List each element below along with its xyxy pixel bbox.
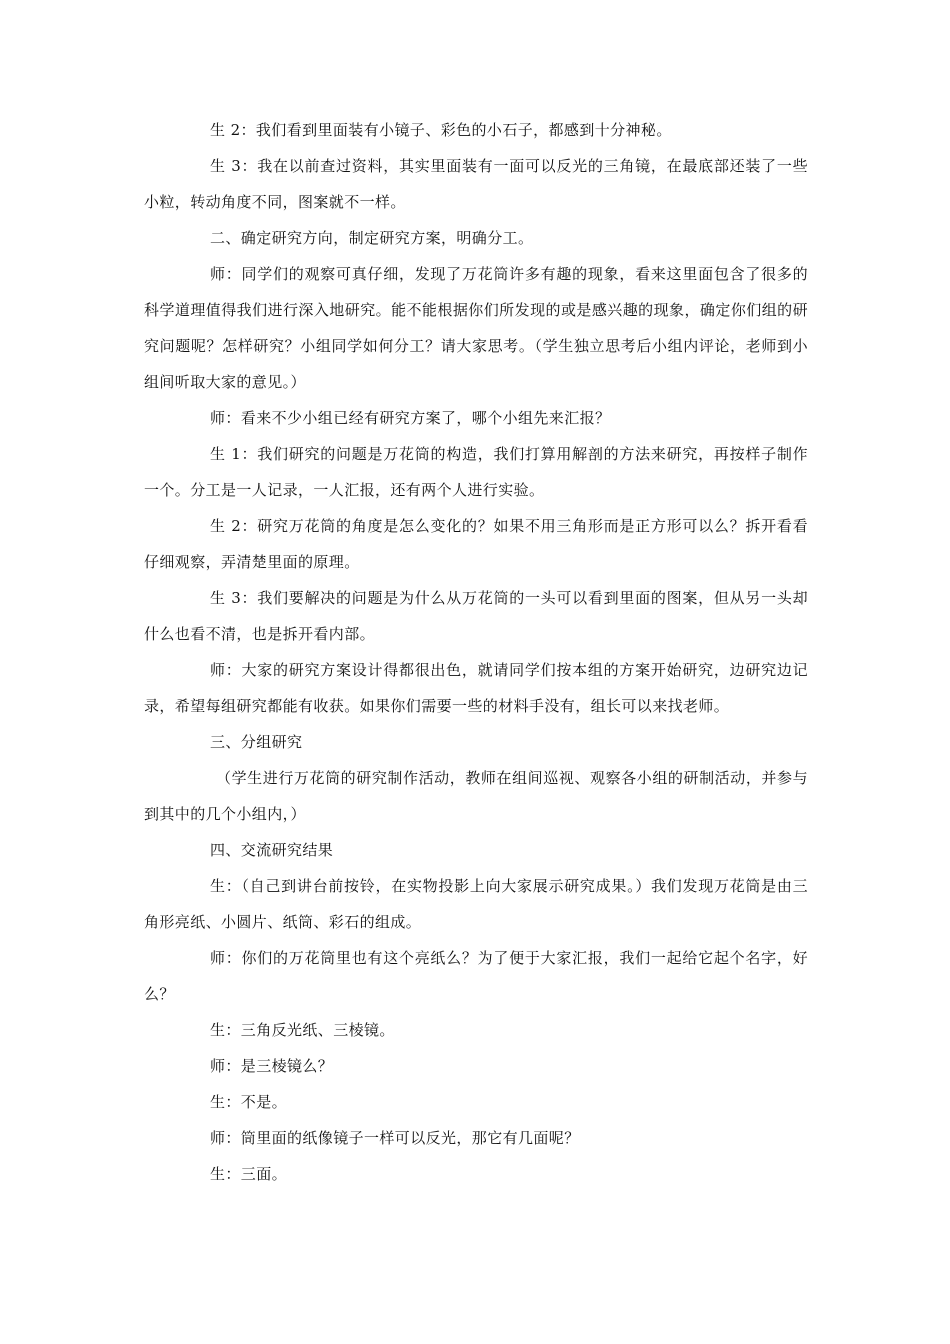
section-heading-3: 三、分组研究 [210,733,303,751]
document-body [144,112,808,1192]
paragraph-activity-note: （学生进行万花筒的研究制作活动，教师在组间巡视、观察各小组的研制活动，并参与到其中的几个小组内，） [144,769,808,823]
paragraph-teacher-naming: 师：你们的万花筒里也有这个亮纸么？为了便于大家汇报，我们一起给它起个名字，好么？ [144,949,808,1003]
paragraph-teacher-question-1: 师：是三棱镜么？ [210,1057,334,1075]
paragraph-teacher-ask-report: 师：看来不少小组已经有研究方案了，哪个小组先来汇报？ [210,409,611,427]
section-heading-4: 四、交流研究结果 [210,841,334,859]
paragraph-student-3-plan: 生 3：我们要解决的问题是为什么从万花筒的一头可以看到里面的图案，但从另一头却什么也看不清，也是拆开看内部。 [144,589,808,643]
section-heading-2: 二、确定研究方向，制定研究方案，明确分工。 [210,229,534,247]
paragraph-student-2-plan: 生 2：研究万花筒的角度是怎么变化的？如果不用三角形而是正方形可以么？拆开看看仔细观察，弄清楚里面的原理。 [144,517,808,571]
paragraph-teacher-encourage: 师：大家的研究方案设计得都很出色，就请同学们按本组的方案开始研究，边研究边记录，希望每组研究都能有收获。如果你们需要一些的材料手没有，组长可以来找老师。 [144,661,808,715]
paragraph-student-answer-1: 生：三角反光纸、三棱镜。 [210,1021,395,1039]
paragraph-student-result: 生：（自己到讲台前按铃，在实物投影上向大家展示研究成果。）我们发现万花筒是由三角形亮纸、小圆片、纸筒、彩石的组成。 [144,877,808,931]
paragraph-teacher-question-2: 师：筒里面的纸像镜子一样可以反光，那它有几面呢？ [210,1129,580,1147]
paragraph-student-answer-2: 生：不是。 [210,1093,288,1111]
paragraph-teacher-prompt: 师：同学们的观察可真仔细，发现了万花筒许多有趣的现象，看来这里面包含了很多的科学道理值得我们进行深入地研究。能不能根据你们所发现的或是感兴趣的现象，确定你们组的研究问题呢？怎样研究？小组同学如何分工？请大家思考。（学生独立思考后小组内评论，老师到小组间听取大家的意见。） [144,265,808,391]
paragraph-student-3-research: 生 3：我在以前查过资料，其实里面装有一面可以反光的三角镜，在最底部还装了一些小粒，转动角度不同，图案就不一样。 [144,157,808,211]
paragraph-student-2-observation: 生 2：我们看到里面装有小镜子、彩色的小石子，都感到十分神秘。 [210,121,672,139]
paragraph-student-answer-3: 生：三面。 [210,1165,288,1183]
paragraph-student-1-plan: 生 1：我们研究的问题是万花筒的构造，我们打算用解剖的方法来研究，再按样子制作一个。分工是一人记录，一人汇报，还有两个人进行实验。 [144,445,808,499]
